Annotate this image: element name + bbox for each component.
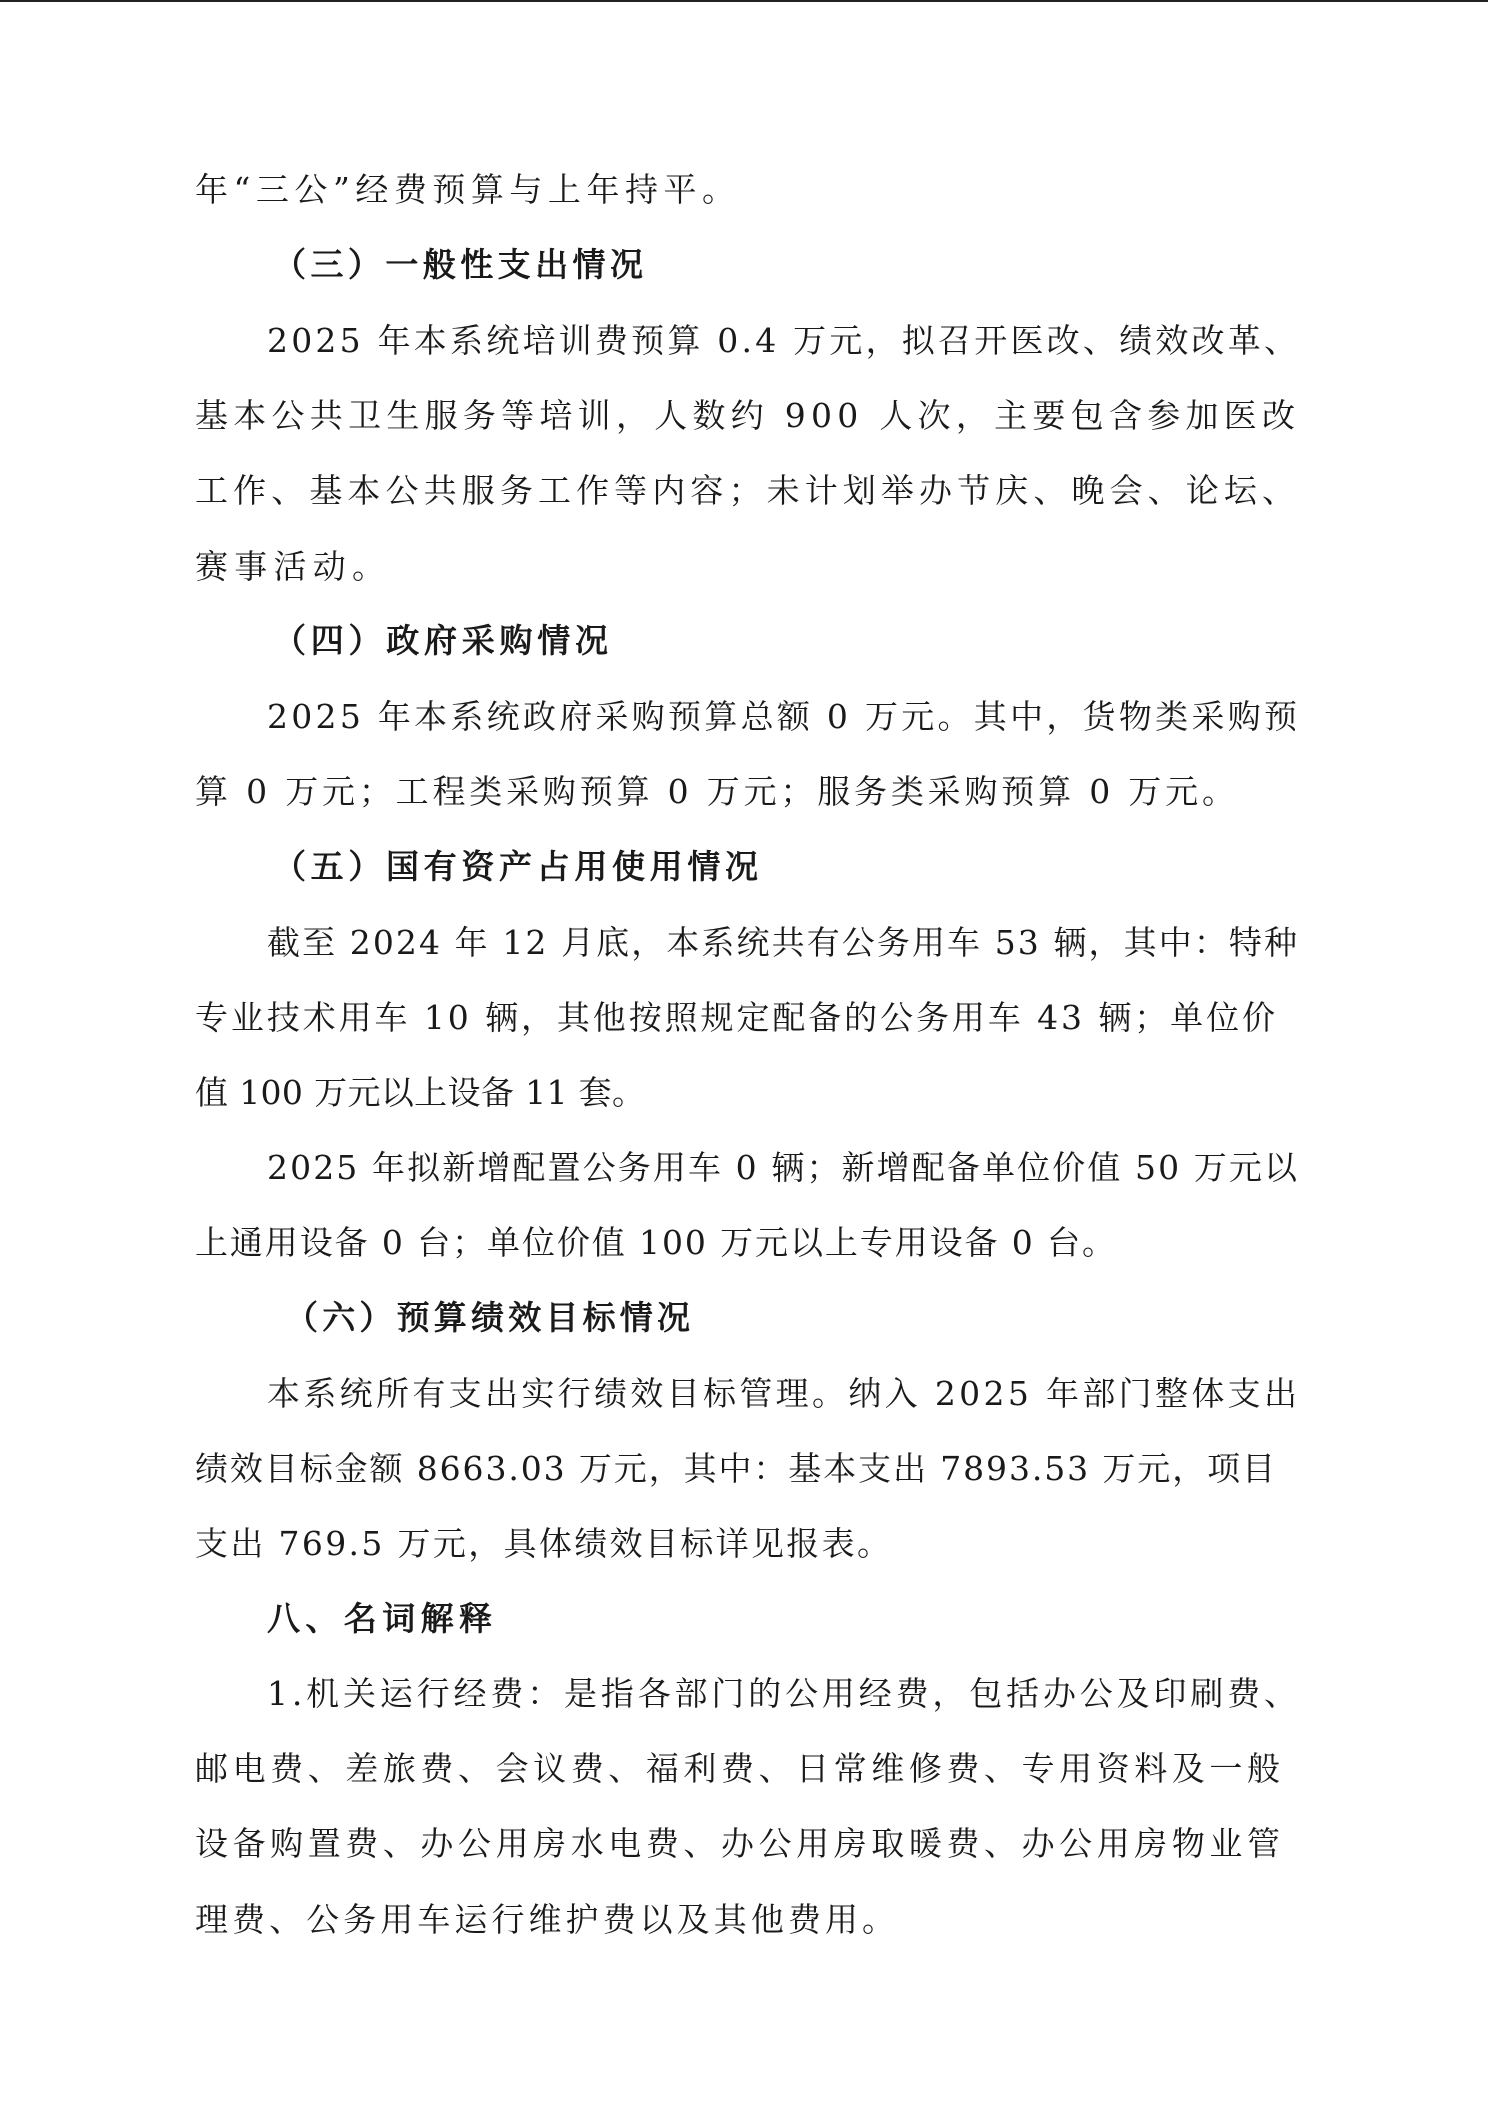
text-line-content: 算 0 万元；工程类采购预算 0 万元；服务类采购预算 0 万元。 xyxy=(195,772,1239,811)
section-heading xyxy=(0,1594,1488,1644)
text-line-content: 专业技术用车 10 辆，其他按照规定配备的公务用车 43 辆；单位价 xyxy=(195,998,1278,1037)
text-line-content: 2025 年本系统培训费预算 0.4 万元，拟召开医改、绩效改革、 xyxy=(267,321,1301,360)
text-line xyxy=(0,391,1488,441)
text-line xyxy=(0,1143,1488,1193)
text-line xyxy=(0,1444,1488,1494)
text-line xyxy=(0,165,1488,215)
text-line-content: 邮电费、差旅费、会议费、福利费、日常维修费、专用资料及一般 xyxy=(195,1749,1285,1788)
text-line xyxy=(0,1744,1488,1794)
text-line-content: 设备购置费、办公用房水电费、办公用房取暖费、办公用房物业管 xyxy=(195,1824,1285,1863)
section-heading xyxy=(0,842,1488,892)
text-line-content: 绩效目标金额 8663.03 万元，其中：基本支出 7893.53 万元，项目 xyxy=(195,1449,1277,1488)
section-heading xyxy=(0,616,1488,666)
text-line-content: 赛事活动。 xyxy=(195,547,392,586)
text-line xyxy=(0,692,1488,742)
section-heading-text: 八、名词解释 xyxy=(267,1599,498,1638)
text-line-content: 截至 2024 年 12 月底，本系统共有公务用车 53 辆，其中：特种 xyxy=(267,923,1300,962)
text-line xyxy=(0,316,1488,366)
text-line-content: 2025 年本系统政府采购预算总额 0 万元。其中，货物类采购预 xyxy=(267,697,1301,736)
section-heading xyxy=(0,1293,1488,1343)
section-heading-text: （六）预算绩效目标情况 xyxy=(285,1298,695,1337)
text-line xyxy=(0,1369,1488,1419)
text-line xyxy=(0,1218,1488,1268)
text-line xyxy=(0,1068,1488,1118)
text-line-content: 基本公共卫生服务等培训，人数约 900 人次，主要包含参加医改 xyxy=(195,396,1301,435)
text-line xyxy=(0,1519,1488,1569)
text-line-content: 值 100 万元以上设备 11 套。 xyxy=(195,1073,646,1112)
text-line-content: 上通用设备 0 台；单位价值 100 万元以上专用设备 0 台。 xyxy=(195,1223,1117,1262)
text-line-content: 2025 年拟新增配置公务用车 0 辆；新增配备单位价值 50 万元以 xyxy=(267,1148,1300,1187)
text-line-content: 理费、公务用车运行维护费以及其他费用。 xyxy=(195,1900,900,1939)
text-line xyxy=(0,993,1488,1043)
text-line xyxy=(0,767,1488,817)
text-line xyxy=(0,1819,1488,1869)
section-heading-text: （三）一般性支出情况 xyxy=(273,245,648,284)
text-line-content: 1.机关运行经费：是指各部门的公用经费，包括办公及印刷费、 xyxy=(267,1674,1301,1713)
text-line xyxy=(0,1669,1488,1719)
text-line xyxy=(0,466,1488,516)
text-line-content: 支出 769.5 万元，具体绩效目标详见报表。 xyxy=(195,1524,893,1563)
text-line-content: 年“三公”经费预算与上年持平。 xyxy=(195,170,741,209)
text-line xyxy=(0,1895,1488,1945)
section-heading-text: （五）国有资产占用使用情况 xyxy=(273,847,763,886)
section-heading xyxy=(0,240,1488,290)
document-page xyxy=(0,2,1488,2106)
text-line xyxy=(0,542,1488,592)
section-heading-text: （四）政府采购情况 xyxy=(273,621,613,660)
text-line-content: 本系统所有支出实行绩效目标管理。纳入 2025 年部门整体支出 xyxy=(267,1374,1301,1413)
text-line xyxy=(0,918,1488,968)
text-line-content: 工作、基本公共服务工作等内容；未计划举办节庆、晚会、论坛、 xyxy=(195,471,1301,510)
